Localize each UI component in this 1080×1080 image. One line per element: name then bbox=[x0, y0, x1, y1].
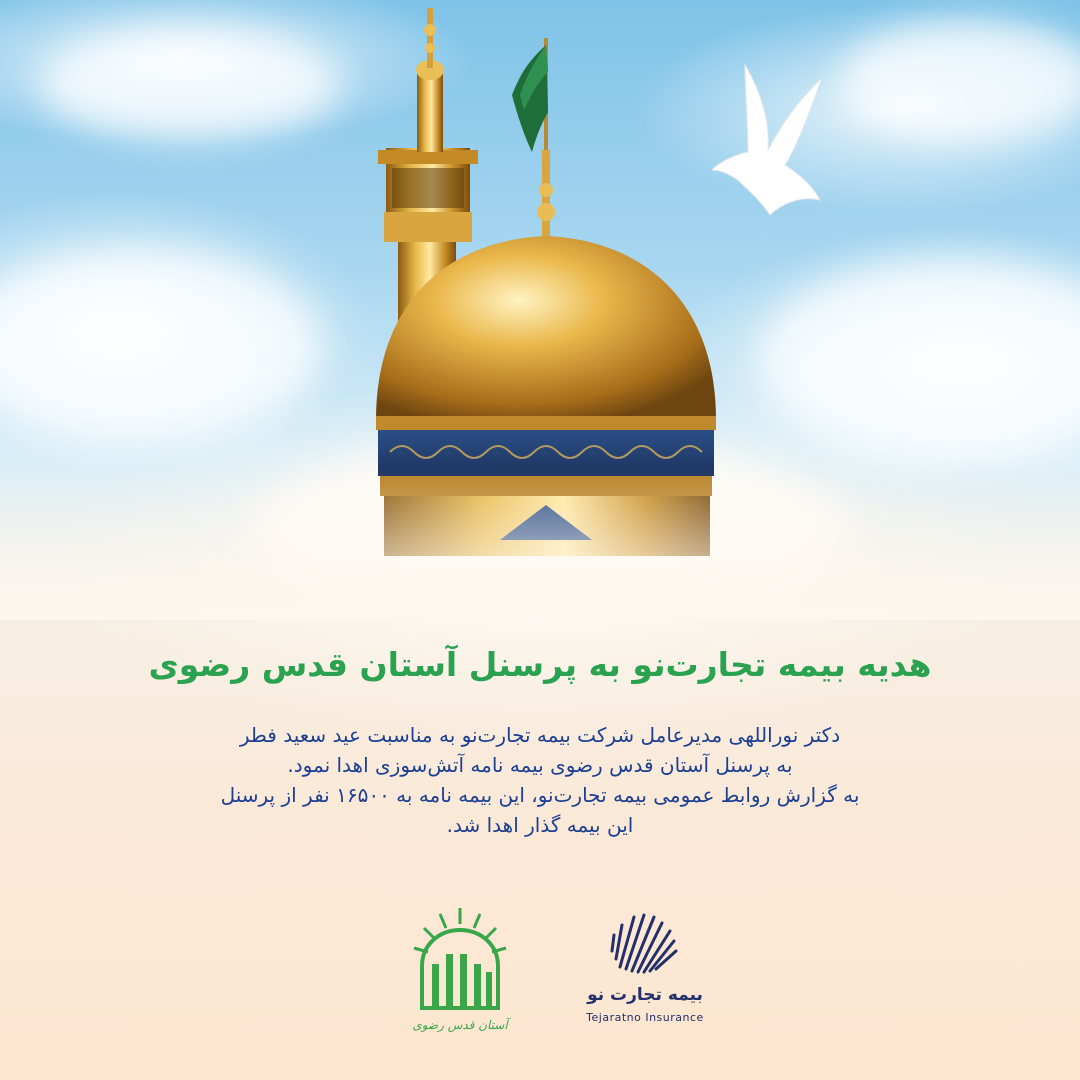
body-line: این بیمه گذار اهدا شد. bbox=[446, 813, 634, 837]
tejaratno-feather-logo bbox=[560, 905, 730, 985]
announcement-body bbox=[70, 720, 1010, 840]
astan-quds-caption: آستان قدس رضوی bbox=[412, 1018, 508, 1032]
body-line: به گزارش روابط عمومی بیمه تجارت‌نو، این بیمه نامه به ۱۶۵۰۰ نفر از پرسنل bbox=[220, 783, 860, 807]
headline: هدیه بیمه تجارت‌نو به پرسنل آستان قدس رضوی bbox=[148, 645, 932, 684]
tejaratno-name-fa: بیمه تجارت نو bbox=[587, 985, 703, 1005]
tejaratno-logo bbox=[560, 905, 730, 1045]
body-line: دکتر نوراللهی مدیرعامل شرکت بیمه تجارت‌نو به مناسبت عید سعید فطر bbox=[239, 723, 841, 747]
body-line: به پرسنل آستان قدس رضوی بیمه نامه آتش‌سوزی اهدا نمود. bbox=[287, 753, 793, 777]
astan-quds-logo bbox=[400, 900, 520, 1050]
tejaratno-name-en: Tejaratno Insurance bbox=[586, 1011, 704, 1024]
dome-finial bbox=[537, 150, 555, 240]
dove-icon bbox=[712, 65, 822, 215]
astan-quds-razavi-emblem bbox=[400, 900, 520, 1015]
